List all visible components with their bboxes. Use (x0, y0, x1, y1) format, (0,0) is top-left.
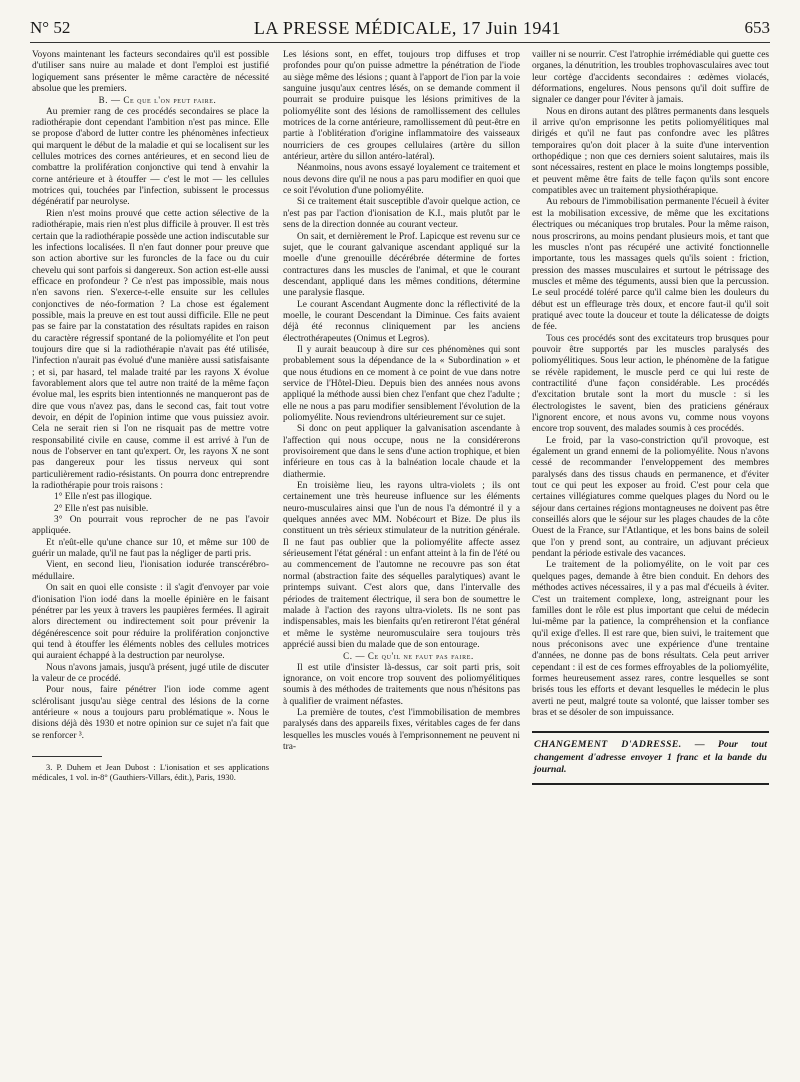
paragraph: Vient, en second lieu, l'ionisation iodurée transcérébro-médullaire. (32, 560, 269, 582)
issue-number: N° 52 (30, 18, 71, 37)
paragraph: On sait en quoi elle consiste : il s'agit d'envoyer par voie d'ionisation l'ion iodé dans la moelle épinière en le faisant pénétrer par les yeux à travers les paupières fermées. Il agirait alors directement ou indirectement soit pour prévenir la dégénérescence soit pour réduire la prolifération conjonctive qui tend à étouffer les éléments nobles des cellules motrices qui auraient échappé à la destruction par neurolyse. (32, 583, 269, 662)
paragraph: Tous ces procédés sont des excitateurs trop brusques pour pouvoir être supportés par les muscles paralysés des poliomyélitiques. Sous leur action, le phénomène de la fatigue se révèle rapidement, le muscle perd ce qui lui reste de contractilité d'une façon considérable. Les procédés d'excitation brutale sont la mort du muscle : si les électrologistes le savent, bien des praticiens généraux l'ignorent encore, et nous avons vu, comme nous voyons encore trop souvent, des malades soumis à ces procédés. (532, 333, 769, 435)
footnote-rule (32, 756, 102, 757)
paragraph: Et n'eût-elle qu'une chance sur 10, et même sur 100 de guérir un malade, qu'il ne faut pas la négliger de parti pris. (32, 537, 269, 560)
page-number: 653 (744, 18, 770, 37)
paragraph: Si ce traitement était susceptible d'avoir quelque action, ce n'est pas par l'action d'ionisation de K.I., mais plutôt par le sens de la direction donnée au courant vecteur. (283, 197, 520, 231)
section-heading-c: C. — Ce qu'il ne faut pas faire. (343, 651, 474, 662)
list-item: 3° On pourrait vous reprocher de ne pas l'avoir appliquée. (32, 515, 269, 537)
footnote: 3. P. Duhem et Jean Dubost : L'ionisation et ses applications médicales, 1 vol. in-8° (Gauthiers-Villars, édit.), Paris, 1930. (32, 762, 269, 782)
paragraph: Nous n'avons jamais, jusqu'à présent, jugé utile de discuter la valeur de ce procédé. (32, 662, 269, 684)
paragraph: Les lésions sont, en effet, toujours trop diffuses et trop profondes pour qu'on puisse admettre la pénétration de l'iode au siège même des lésions ; quant à l'apport de l'ion par la voie sanguine jusqu'aux centres lésés, on se demande comment il pourrait se produire puisque les lésions primitives de la poliomyélite sont des lésions de ramollissement des cellules motrices de la corne antérieure, ramollissement dû peut-être en partie à l'oblitération d'origine inflammatoire des vaisseaux nourriciers de ces groupes cellulaires (artère du sillon antérieur, artère du sillon antéro-latéral). (283, 50, 520, 163)
paragraph: Il est utile d'insister là-dessus, car soit parti pris, soit ignorance, on voit encore trop souvent des poliomyélitiques soumis à des méthodes de traitements que nous n'hésitons pas à qualifier de vraiment néfastes. (283, 662, 520, 707)
column-1 (32, 50, 269, 783)
paragraph: Au rebours de l'immobilisation permanente l'écueil à éviter est la mobilisation excessive, de même que les excitations électriques ou mécaniques trop brutales. Pour la même raison, nous proscrirons, au moins pendant plusieurs mois, et tant que les muscles n'ont pas récupéré une activité fonctionnelle importante, tous les massages quels qu'ils soient : friction, pression des masses musculaires et surtout le pétrissage des muscles et même des téguments, aussi bien que la percussion. Le seul procédé toléré parce qu'il calme bien les douleurs du début est un effleurage très doux, et encore faut-il qu'il soit pratiqué avec toute la douceur et toute la délicatesse de doigts de fée. (532, 197, 769, 333)
section-heading-b: B. — Ce que l'on peut faire. (98, 95, 217, 106)
paragraph: Si donc on peut appliquer la galvanisation ascendante à l'affection qui nous occupe, nous ne la considérerons provisoirement que dans le sens d'une action trophique, et bien inférieure en tous cas à la balnéation locale chaude et la diathermie. (283, 424, 520, 480)
list-item: 2° Elle n'est pas nuisible. (54, 503, 149, 514)
paragraph: Le froid, par la vaso-constriction qu'il provoque, est également un grand ennemi de la poliomyélite. Nous n'avons cessé de recommander l'enveloppement des membres paralysés dans des tissus chauds en permanence, et d'éviter tout ce qui peut les exposer au froid. C'est pour cela que certaines villégiatures comme quelques plages du Nord ou le séjour dans certaines régions montagneuses ne doivent pas être conseillés alors que le séjour sur les plages chaudes de la côte Ouest de la France, sur l'Atlantique, et les bons bains de soleil que l'on y prend sont, au contraire, un adjuvant précieux pendant la période estivale des vacances. (532, 435, 769, 560)
paragraph: On sait, et dernièrement le Prof. Lapicque est revenu sur ce sujet, que le courant galvanique ascendant appliqué sur la moelle d'une grenouille décérébrée détermine de fortes contractures dans les muscles de l'animal, et que le courant descendant, appliqué dans les mêmes conditions, détermine une paralysie flasque. (283, 231, 520, 299)
paragraph: En troisième lieu, les rayons ultra-violets ; ils ont certainement une très heureuse influence sur les éléments neuro-musculaires ainsi que l'un de nous l'a démontré il y a quelques années avec MM. Nobécourt et Bize. De plus ils constituent un très sérieux stimulateur de la nutrition générale. Il ne faut pas oublier que la poliomyélite affecte assez sérieusement l'état général : un enfant atteint à la fin de l'été ou au commencement de l'automne ne recouvre pas son état normal (abstraction faite des séquelles paralytiques) avant le printemps suivant. C'est alors que, dans l'intervalle des périodes de traitement électrique, il sera bon de soumettre le malade à l'action des rayons ultra-violets. Ils ne sont pas indispensables, mais les bienfaits qu'en retireront l'état général et même le système neuromusculaire sera toujours très apprécié aussi bien du malade que de son entourage. (283, 481, 520, 650)
paragraph: Il y aurait beaucoup à dire sur ces phénomènes qui sont probablement sous la dépendance de la « Subordination » et que nous étudions en ce moment à ce point de vue dans notre service de l'Hôtel-Dieu. Depuis bien des années nous avons appliqué la méthode aussi bien chez l'enfant que chez l'adulte ; elle ne nous a pas paru modifier sensiblement l'évolution de la poliomyélite. Nous reviendrons ultérieurement sur ce sujet. (283, 344, 520, 423)
paragraph: Nous en dirons autant des plâtres permanents dans lesquels il arrive qu'on emprisonne les petits poliomyélitiques mal dirigés et qu'il ne faut pas confondre avec les plâtres temporaires qu'on doit placer à la suite d'une intervention orthopédique ; non que ces derniers soient salutaires, mais ils sont nécessaires, restent en place le moins longtemps possible, et peuvent même être faits de telle façon qu'ils sont encore compatibles avec un traitement physiothérapique. (532, 106, 769, 197)
address-change-notice (532, 731, 769, 785)
paragraph: vailler ni se nourrir. C'est l'atrophie irrémédiable qui guette ces organes, la dénutrition, les troubles trophovasculaires avec tout leur cortège d'accidents secondaires : œdèmes violacés, déformations, engelures. Nous pensons qu'il doit suffire de signaler ce danger pour l'éviter à jamais. (532, 50, 769, 106)
paragraph: Pour nous, faire pénétrer l'ion iode comme agent sclérolisant jusqu'au siège central des lésions de la corne antérieure « nous a toujours paru problématique ». Nous le disions déjà dès 1930 et notre opinion sur ce sujet n'a fait que se renforcer ³. (32, 685, 269, 741)
column-2 (283, 50, 520, 753)
page-header (30, 14, 770, 42)
reasons-list (32, 492, 269, 537)
journal-title-date: LA PRESSE MÉDICALE, 17 Juin 1941 (253, 17, 561, 38)
paragraph: La première de toutes, c'est l'immobilisation de membres paralysés dans des appareils fixes, véritables cages de fer dans lesquelles les muscles voués à l'emprisonnement ne peuvent ni tra- (283, 707, 520, 752)
notice-title: CHANGEMENT D'ADRESSE. (534, 739, 682, 751)
paragraph: Au premier rang de ces procédés secondaires se place la radiothérapie dont cependant l'ambition n'est pas mince. Elle se propose d'abord de lutter contre les phénomènes infectieux qui marquent le début de la maladie et qui se localisent sur les cellules motrices des cornes antérieures, et en second lieu de combattre la prolifération conjonctive qui tend à envahir la corne antérieure et à étouffer — c'est le mot — les cellules motrices qui, touchées par l'infection, subissent le processus dégénératif par neurolyse. (32, 106, 269, 208)
notice-text: — Pour tout changement d'adresse envoyer 1 franc et la bande du journal. (534, 739, 767, 776)
header-rule (30, 42, 770, 43)
list-item: 1° Elle n'est pas illogique. (54, 492, 152, 503)
paragraph: Le courant Ascendant Augmente donc la réflectivité de la moelle, le courant Descendant la Diminue. Ces faits avaient déjà été reconnus cliniquement par les anciens électrothérapeutes (Onimus et Legros). (283, 299, 520, 344)
column-3 (532, 50, 769, 785)
paragraph: Rien n'est moins prouvé que cette action sélective de la radiothérapie, mais rien n'est plus difficile à prouver. Il est très certain que la radiothérapie possède une action indiscutable sur les infections localisées. Il n'en faut donner pour preuve que son action abortive sur les furoncles de la face ou du cuir chevelu qui sont parfois si dangereux. Son action est-elle aussi efficace en profondeur ? Ce n'est pas impossible, mais nous n'en savons rien. S'exerce-t-elle ensuite sur les cellules conjonctives de néo-formation ? La chose est également possible, mais la preuve en est tout aussi difficile. Elle ne peut pas se faire par la constatation des résultats rapides en raison du caractère régressif spontané de la poliomyélite et l'on peut toujours dire que si la radiothérapie n'avait pas été utilisée, l'infection n'aurait pas évolué d'une manière aussi satisfaisante ; et si, par hasard, tel malade traité par les rayons X évolue favorablement alors que tel autre non traité de la même façon évolue mal, les esprits bien intentionnés ne manqueront pas de dire que vous n'avez pas, dans le second cas, fait tout votre devoir, en dépit de l'opinion intime que vous puissiez avoir. Cela ne serait rien si l'on ne risquait pas de mettre votre responsabilité civile en cause, comme il est arrivé à l'un de nous de l'observer en tant qu'expert. Or, les rayons X ne sont pas dangereux pour les tissus nerveux qui sont particulièrement radio-résistants. On pourra donc entreprendre la radiothérapie pour trois raisons : (32, 208, 269, 492)
paragraph: Voyons maintenant les facteurs secondaires qu'il est possible d'utiliser sans nuire au malade et dont l'emploi est justifié logiquement sans présenter le même caractère de nécessité absolue que les premiers. (32, 50, 269, 95)
paragraph: Néanmoins, nous avons essayé loyalement ce traitement et nous devons dire qu'il ne nous a pas paru modifier en quoi que ce soit l'évolution d'une poliomyélite. (283, 163, 520, 197)
paragraph: Le traitement de la poliomyélite, on le voit par ces quelques pages, demande à être bien conduit. En dehors des méthodes actives nécessaires, il y a pas mal d'écueils à éviter. C'est un traitement complexe, long, astreignant pour les familles dont le rôle est plus important que celui de médecin lui-même par la patience, la compréhension et la confiance qu'il exige d'elles. Il est rare que, bien suivi, le traitement que nous préconisons avec une expérience d'une trentaine d'années, ne donne pas de bons résultats. Cela peut arriver cependant : il est de ces formes effroyables de la poliomyélite, formes heureusement assez rares, contre lesquelles se sont brisés tous les efforts et devant lesquelles le médecin le plus averti ne peut, malgré toute sa volonté, que laisser tomber ses bras et se désoler de son impuissance. (532, 560, 769, 718)
